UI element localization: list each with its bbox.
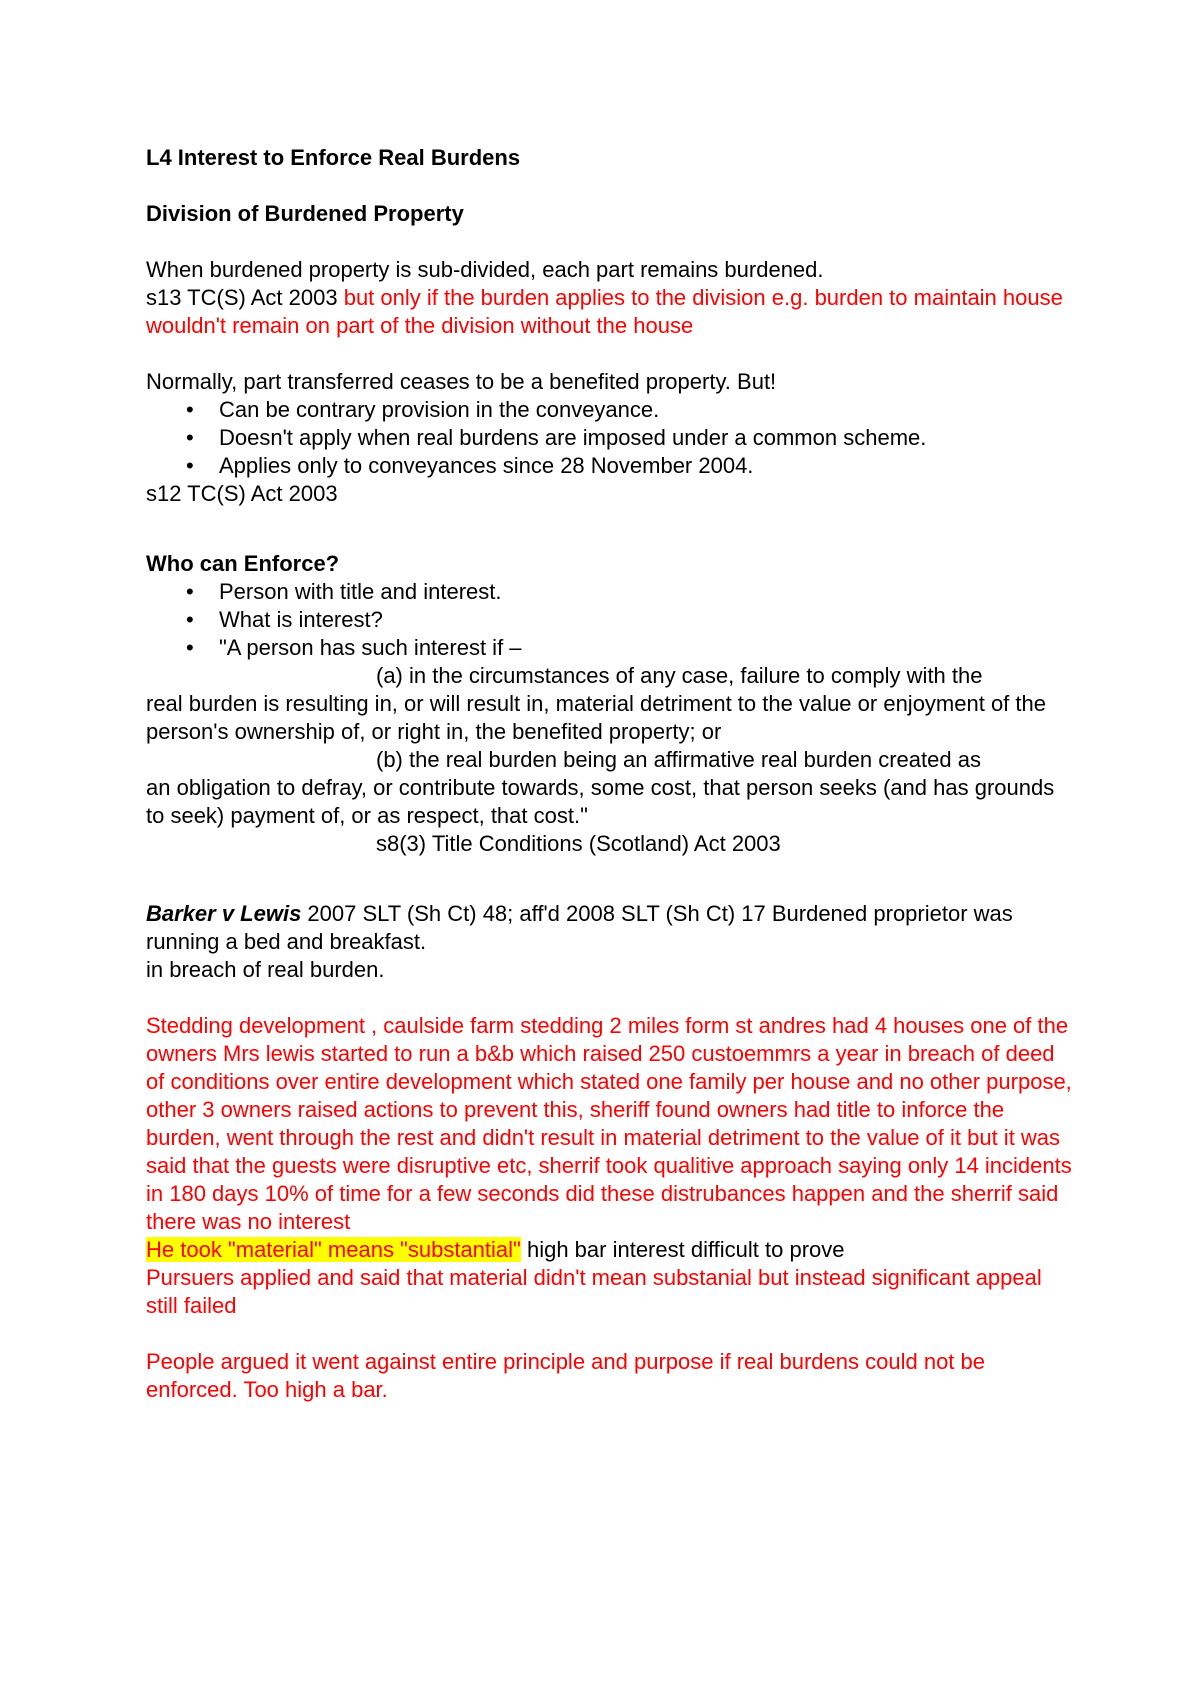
case-notes: Stedding development , caulside farm stedding 2 miles form st andres had 4 houses one of the owners Mrs lewis started to run a b&b which raised 250 custoemmrs a year in breach of deed of conditions over entire development which stated one family per house and no other purpose, other 3 owners raised actions to prevent this, sheriff found owners had title to inforce the burden, went through the rest and didn't result in material detriment to the value of it but it was said that the guests were disruptive etc, sherrif took qualitive approach saying only 14 incidents in 180 days 10% of time for a few seconds did these distrubances happen and the sherrif said there was no interest	[146, 1013, 1072, 1234]
case-breach: in breach of real burden.	[146, 957, 385, 982]
case-paragraph	[146, 900, 1076, 956]
document-body	[146, 144, 1076, 1404]
division-bullet-list	[146, 396, 1076, 480]
clause-b-first-line: (b) the real burden being an affirmative real burden created as	[376, 747, 981, 772]
division-statute-ref: s13 TC(S) Act 2003	[146, 285, 344, 310]
enforce-bullet-list	[146, 578, 1076, 662]
enforce-citation: s8(3) Title Conditions (Scotland) Act 2003	[376, 831, 781, 856]
case-name: Barker v Lewis	[146, 901, 302, 926]
list-item: • Person with title and interest.	[146, 578, 1076, 606]
normally-line: Normally, part transferred ceases to be a benefited property. But!	[146, 369, 777, 394]
division-line-2	[146, 284, 1076, 340]
enforce-heading: Who can Enforce?	[146, 551, 340, 576]
list-item: • Can be contrary provision in the conveyance.	[146, 396, 1076, 424]
clause-b-rest: an obligation to defray, or contribute towards, some cost, that person seeks (and has grounds to seek) payment of, or as respect, that cost."	[146, 775, 1055, 828]
after-highlight-text: high bar interest difficult to prove	[520, 1237, 845, 1262]
clause-a-first-line: (a) in the circumstances of any case, failure to comply with the	[376, 663, 983, 688]
list-item: • What is interest?	[146, 606, 1076, 634]
list-item: • "A person has such interest if –	[146, 634, 1076, 662]
pursuers-note: Pursuers applied and said that material didn't mean substanial but instead significant appeal still failed	[146, 1265, 1042, 1318]
people-note: People argued it went against entire principle and purpose if real burdens could not be enforced. Too high a bar.	[146, 1349, 985, 1402]
division-heading: Division of Burdened Property	[146, 201, 464, 226]
division-line-1: When burdened property is sub-divided, each part remains burdened.	[146, 257, 824, 282]
page-title: L4 Interest to Enforce Real Burdens	[146, 145, 521, 170]
case-citation: 2007 SLT (Sh Ct) 48; aff'd 2008 SLT (Sh Ct) 17 Burdened proprietor was running a bed and breakfast.	[146, 901, 1013, 954]
list-item: • Doesn't apply when real burdens are imposed under a common scheme.	[146, 424, 1076, 452]
division-citation: s12 TC(S) Act 2003	[146, 481, 338, 506]
list-item: • Applies only to conveyances since 28 November 2004.	[146, 452, 1076, 480]
highlight-line	[146, 1236, 1076, 1264]
highlighted-text: He took "material" means "substantial"	[146, 1237, 521, 1262]
division-red-note: but only if the burden applies to the division e.g. burden to maintain house wouldn't remain on part of the division without the house	[146, 285, 1063, 338]
clause-a-rest: real burden is resulting in, or will result in, material detriment to the value or enjoyment of the person's ownership of, or right in, the benefited property; or	[146, 691, 1046, 744]
